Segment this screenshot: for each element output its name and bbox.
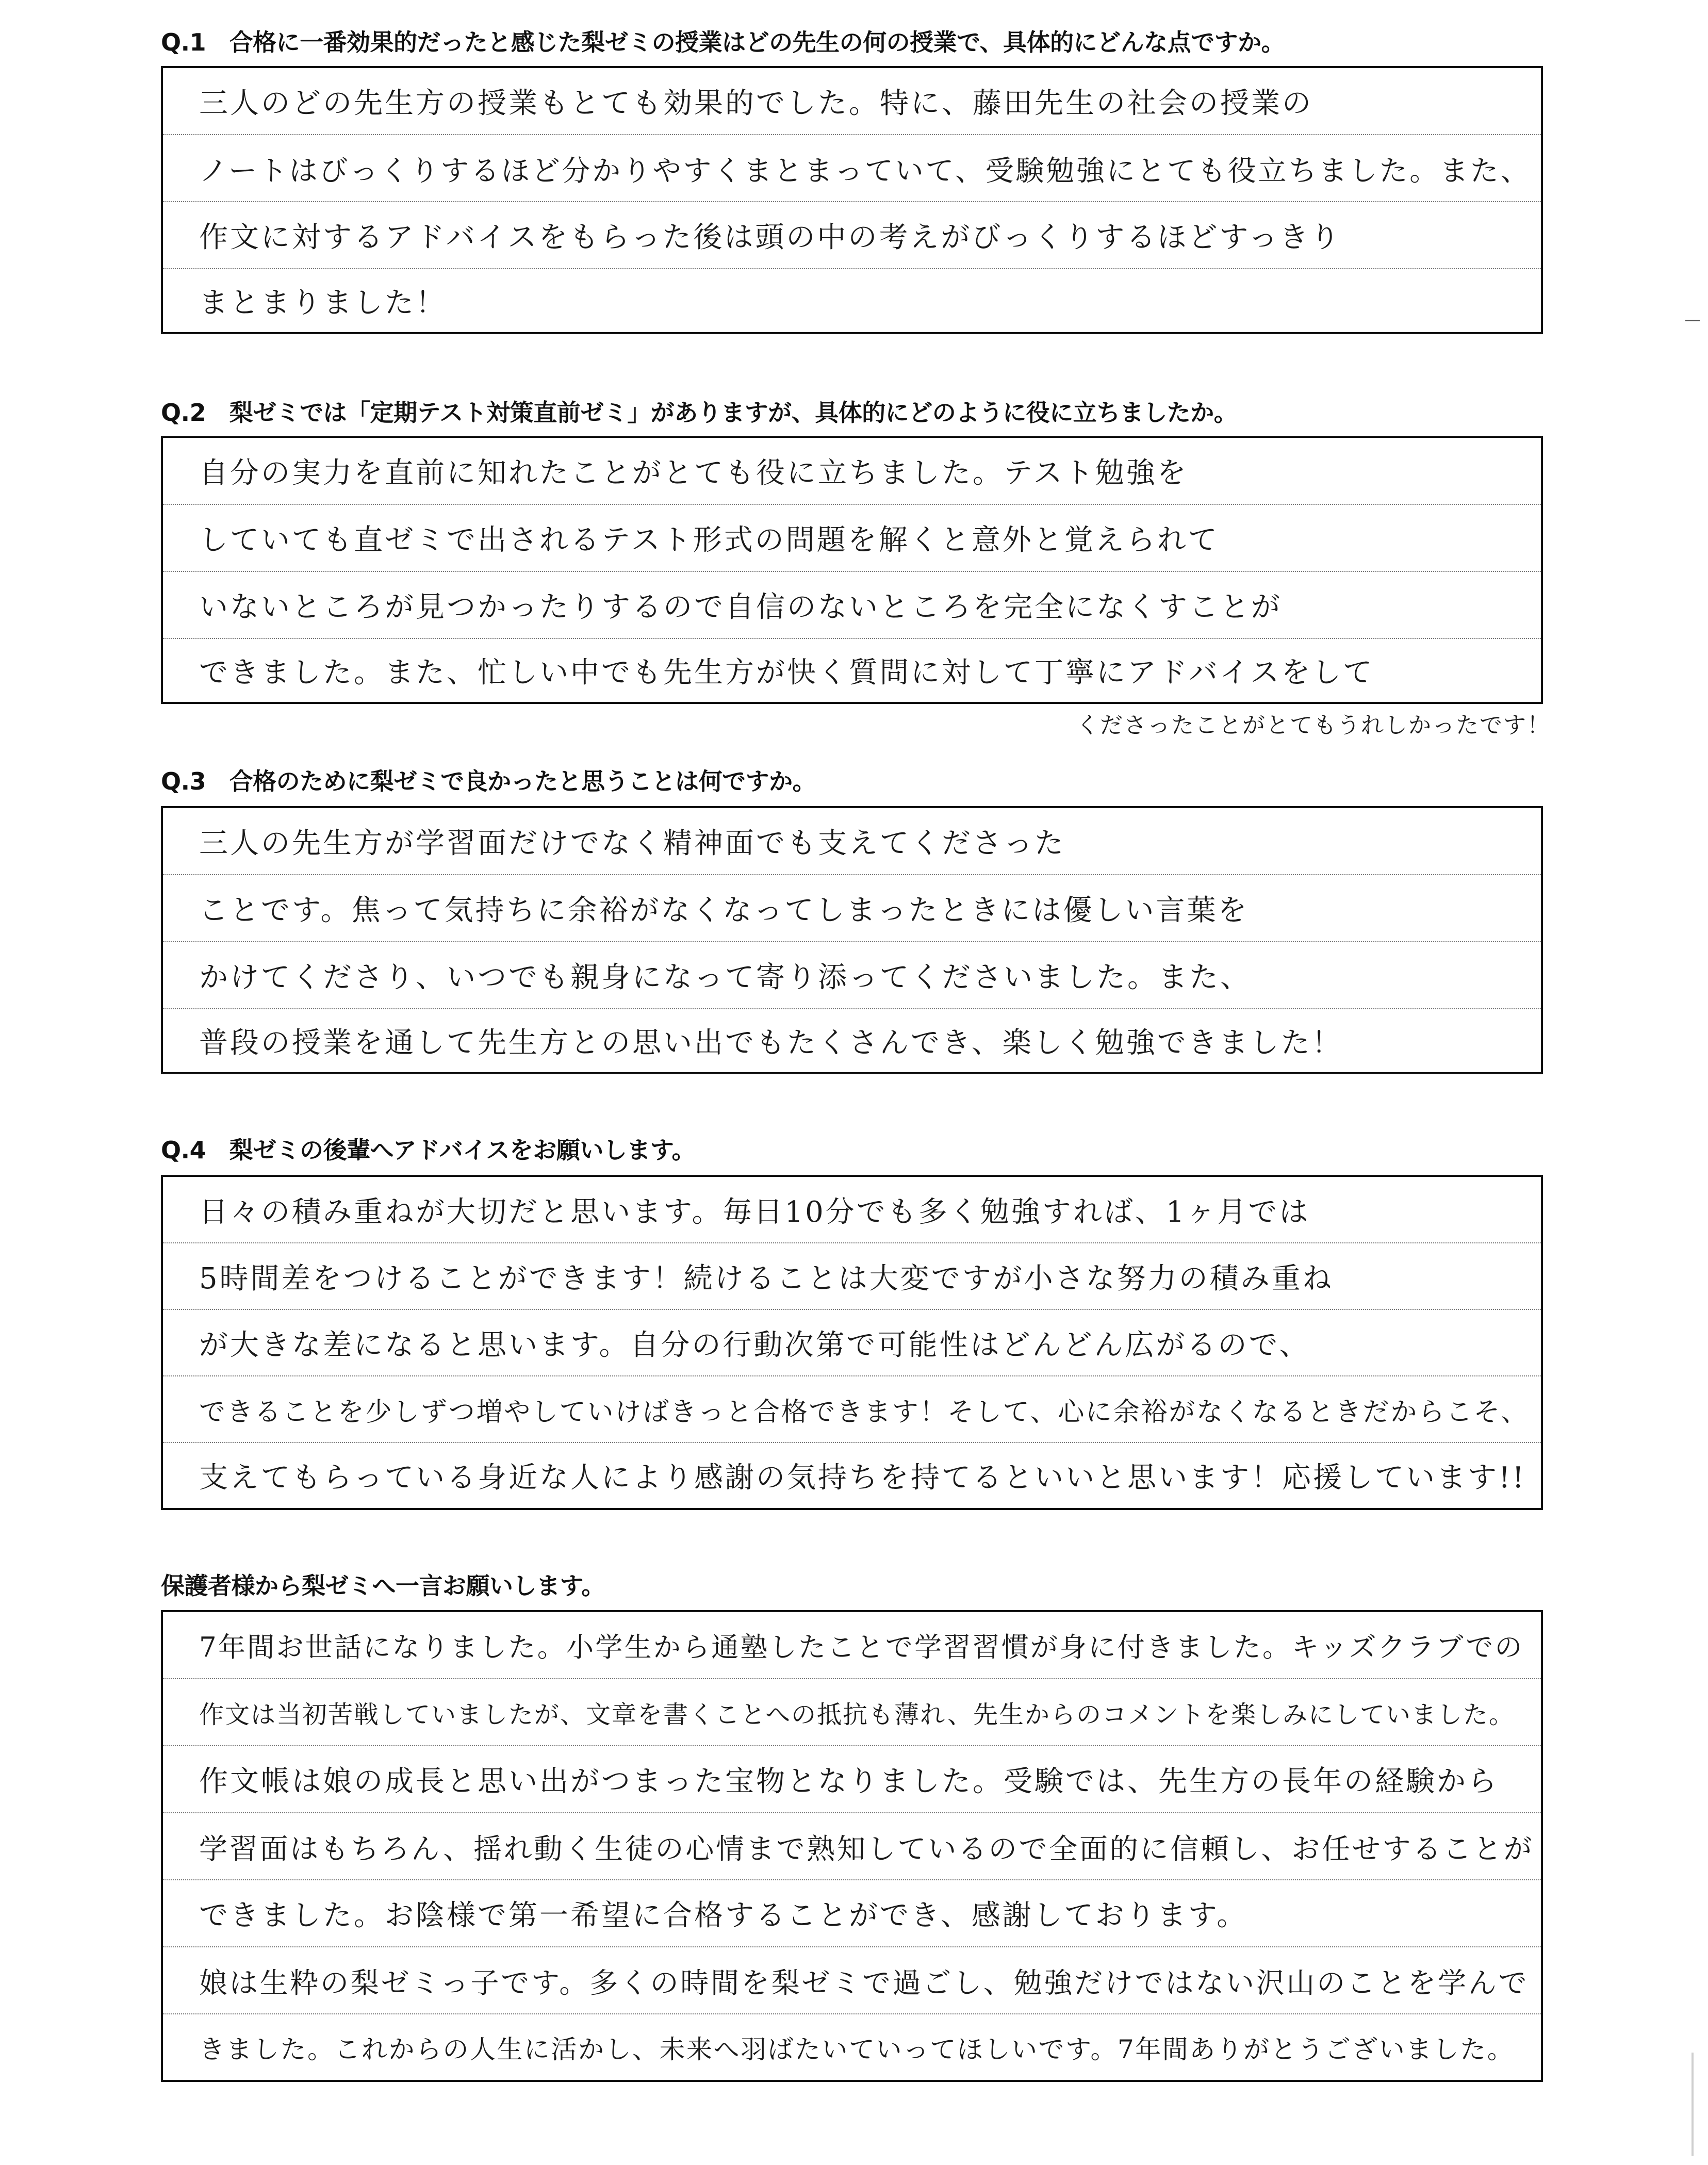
parent-line-7: きました。これからの人生に活かし、未来へ羽ばたいていってほしいです。7年間ありがとうございました。: [199, 2034, 1515, 2064]
q2-line-3: いないところが見つかったりするので自信のないところを完全になくすことが: [163, 572, 1541, 639]
q4-heading: Q.4 梨ゼミの後輩へアドバイスをお願いします。: [161, 1136, 696, 1164]
parent-answer-box: [161, 1610, 1543, 2082]
parent-line-1: 7年間お世話になりました。小学生から通塾したことで学習習慣が身に付きました。キッズクラブでの: [163, 1612, 1541, 1679]
q2-heading: Q.2 梨ゼミでは「定期テスト対策直前ゼミ」がありますが、具体的にどのように役に立ちましたか。: [161, 399, 1238, 427]
q3-line-4: 普段の授業を通して先生方との思い出でもたくさんでき、楽しく勉強できました！: [199, 1026, 1343, 1060]
parent-line-2: 作文は当初苦戦していましたが、文章を書くことへの抵抗も薄れ、先生からのコメントを楽しみにしていました。: [163, 1679, 1541, 1746]
q1-line-2: ノートはびっくりするほど分かりやすくまとまっていて、受験勉強にとても役立ちました。また、: [163, 135, 1541, 202]
q3-heading: Q.3 合格のために梨ゼミで良かったと思うことは何ですか。: [161, 767, 816, 795]
q2-line-2: していても直ゼミで出されるテスト形式の問題を解くと意外と覚えられて: [163, 505, 1541, 572]
q4-line-1: 日々の積み重ねが大切だと思います。毎日10分でも多く勉強すれば、1ヶ月では: [163, 1177, 1541, 1243]
q1-line-4: まとまりました！: [199, 286, 447, 320]
parent-line-5: できました。お陰様で第一希望に合格することができ、感謝しております。: [163, 1880, 1541, 1947]
parent-heading: 保護者様から梨ゼミへ一言お願いします。: [161, 1572, 605, 1600]
q4-line-2: 5時間差をつけることができます！続けることは大変ですが小さな努力の積み重ね: [163, 1243, 1541, 1310]
q3-line-3: かけてくださり、いつでも親身になって寄り添ってくださいました。また、: [163, 942, 1541, 1009]
q1-line-3: 作文に対するアドバイスをもらった後は頭の中の考えがびっくりするほどすっきり: [163, 202, 1541, 269]
scan-edge-line: [1691, 2053, 1694, 2156]
q4-line-5: 支えてもらっている身近な人により感謝の気持ちを持てるといいと思います！応援しています!!: [199, 1461, 1526, 1495]
parent-line-4: 学習面はもちろん、揺れ動く生徒の心情まで熟知しているので全面的に信頼し、お任せすることが: [163, 1813, 1541, 1880]
q1-line-1: 三人のどの先生方の授業もとても効果的でした。特に、藤田先生の社会の授業の: [163, 68, 1541, 135]
q2-line-4: できました。また、忙しい中でも先生方が快く質問に対して丁寧にアドバイスをして: [199, 656, 1374, 690]
parent-line-6: 娘は生粋の梨ゼミっ子です。多くの時間を梨ゼミで過ごし、勉強だけではない沢山のことを学んで: [163, 1947, 1541, 2014]
q4-line-4: できることを少しずつ増やしていけばきっと合格できます！そして、心に余裕がなくなるときだからこそ、: [163, 1376, 1541, 1443]
q2-line-1: 自分の実力を直前に知れたことがとても役に立ちました。テスト勉強を: [163, 438, 1541, 505]
q2-answer-box: [161, 436, 1543, 704]
parent-line-3: 作文帳は娘の成長と思い出がつまった宝物となりました。受験では、先生方の長年の経験から: [163, 1746, 1541, 1813]
q3-answer-box: [161, 806, 1543, 1074]
scan-edge-mark: [1685, 320, 1700, 321]
q1-answer-box: [161, 66, 1543, 334]
q2-overflow-text: くださったことがとてもうれしかったです！: [1076, 712, 1551, 739]
q4-line-3: が大きな差になると思います。自分の行動次第で可能性はどんどん広がるので、: [163, 1310, 1541, 1376]
q4-answer-box: [161, 1175, 1543, 1510]
q1-heading: Q.1 合格に一番効果的だったと感じた梨ゼミの授業はどの先生の何の授業で、具体的にどんな点ですか。: [161, 28, 1285, 56]
q3-line-2: ことです。焦って気持ちに余裕がなくなってしまったときには優しい言葉を: [163, 875, 1541, 942]
q3-line-1: 三人の先生方が学習面だけでなく精神面でも支えてくださった: [163, 808, 1541, 875]
